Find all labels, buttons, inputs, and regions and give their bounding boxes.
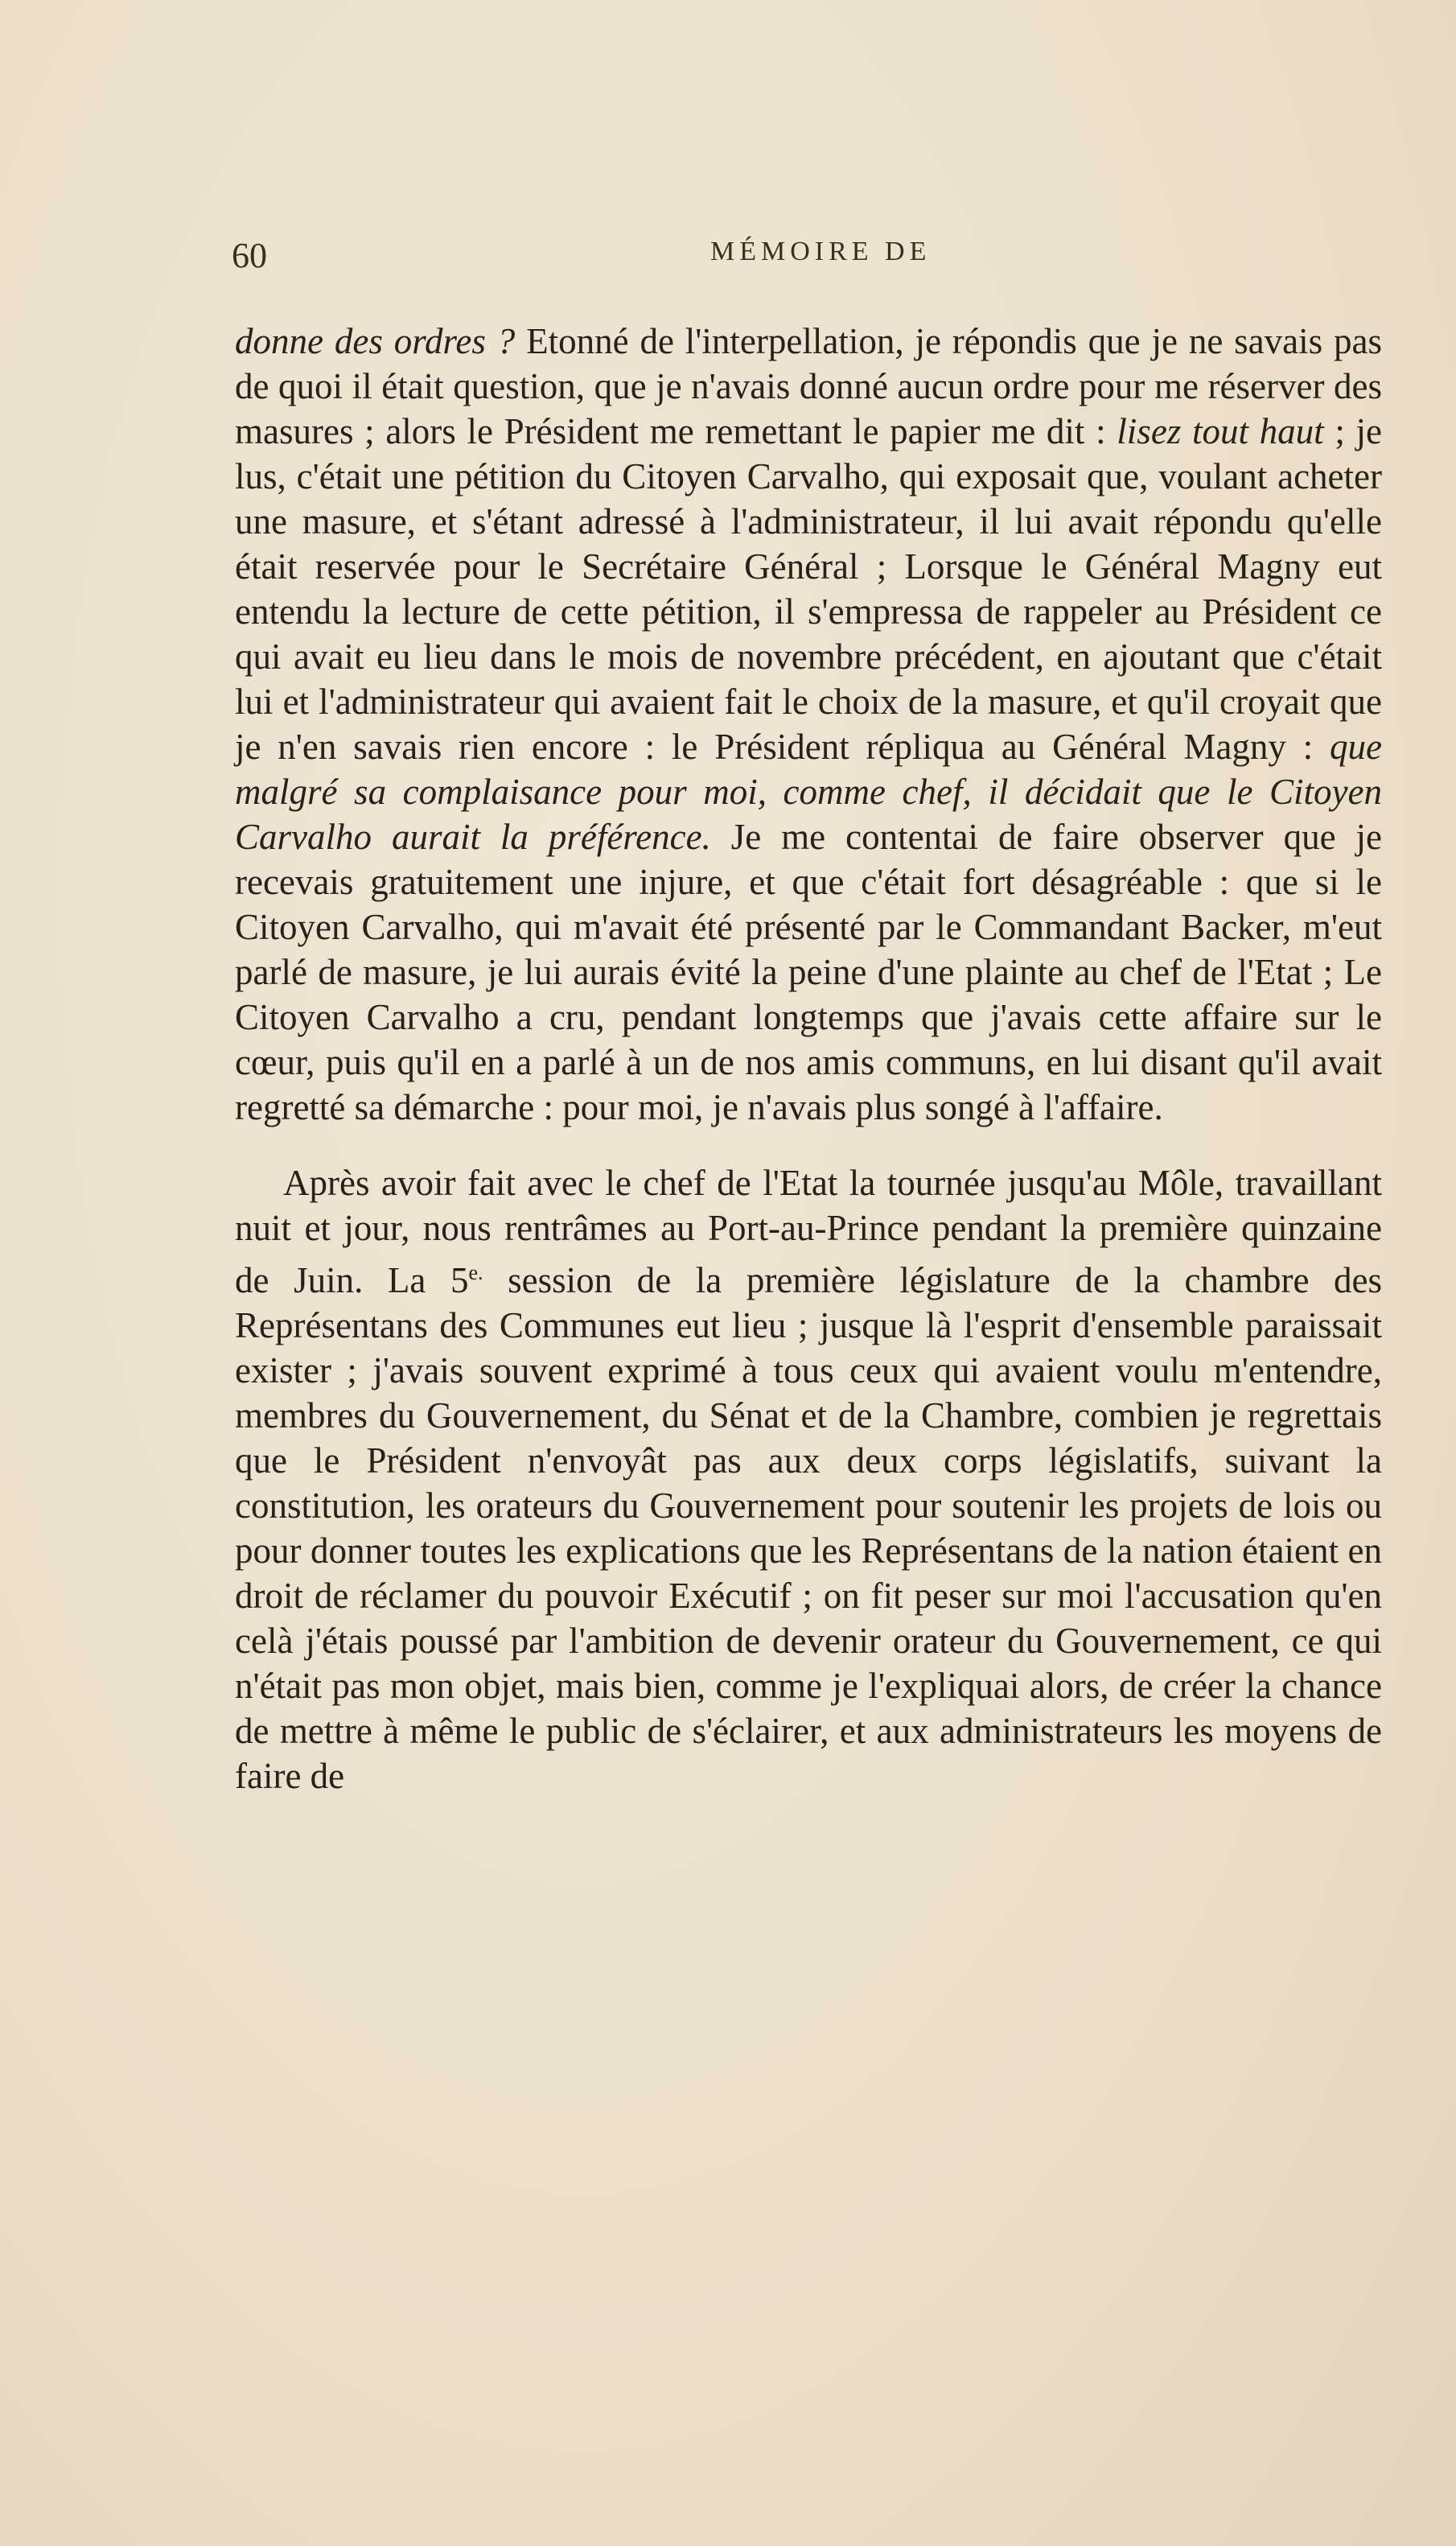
paragraph-1 bbox=[235, 319, 1382, 1130]
p2-text-b: session de la première législature de la chambre des Représentans des Communes eut lieu ; jusque là l'esprit d'ensemble paraissait exister ; j'avais souvent exprimé à tous ceux qui avaient voulu m'entendre, membres du Gouvernement, du Sénat et de la Chambre, combien je regrettais que le Président n'envoyât pas aux deux corps législatifs, suivant la constitution, les orateurs du Gouvernement pour soutenir les projets de lois ou pour donner toutes les explications que les Représentans de la nation étaient en droit de réclamer du pouvoir Exécutif ; on fit peser sur moi l'accusation qu'en celà j'étais poussé par l'ambition de devenir orateur du Gouvernement, ce qui n'était pas mon objet, mais bien, comme je l'expliquai alors, de créer la chance de mettre à même le public de s'éclairer, et aux administrateurs les moyens de faire de bbox=[235, 1260, 1382, 1796]
p1-text-d: ; je lus, c'était une pétition du Citoyen Carvalho, qui exposait que, voulant acheter une masure, et s'étant adressé à l'administrateur, il lui avait répondu qu'elle était reservée pour le Secrétaire Général ; Lorsque le Général Magny eut entendu la lecture de cette pétition, il s'empressa de rappeler au Président ce qui avait eu lieu dans le mois de novembre précédent, en ajoutant que c'était lui et l'administrateur qui avaient fait le choix de la masure, et qu'il croyait que je n'en savais rien encore : le Président répliqua au Général Magny : bbox=[235, 411, 1383, 767]
p1-italic-a: donne des ordres ? bbox=[235, 321, 516, 361]
page-header bbox=[232, 235, 1382, 283]
p2-text-a: Après avoir fait avec le chef de l'Etat la tournée jusqu'au Môle, travaillant nuit et jour, nous rentrâmes au Port-au-Prince pendant la première quinzaine de Juin. La 5 bbox=[235, 1163, 1382, 1300]
p2-superscript: e. bbox=[468, 1261, 483, 1284]
page-number: 60 bbox=[232, 236, 267, 275]
p1-text-f: Je me contentai de faire observer que je recevais gratuitement une injure, et que c'était fort désagréable : que si le Citoyen Carvalho, qui m'avait été présenté par le Commandant Backer, m'eut parlé de masure, je lui aurais évité la peine d'une plainte au chef de l'Etat ; Le Citoyen Carvalho a cru, pendant longtemps que j'avais cette affaire sur le cœur, puis qu'il en a parlé à un de nos amis communs, en lui disant qu'il avait regretté sa démarche : pour moi, je n'avais plus songé à l'affaire. bbox=[235, 817, 1382, 1127]
p1-text-b: Etonné de l'interpellation, je répondis que je ne savais pas de quoi il était question, que je n'avais donné aucun ordre pour me réserver des masures ; alors le Président me remettant le papier me dit : bbox=[235, 321, 1382, 451]
running-title: MÉMOIRE DE bbox=[710, 237, 932, 266]
paragraph-2 bbox=[235, 1160, 1382, 1798]
p1-italic-e: que malgré sa complaisance pour moi, comme chef, il décidait que le Citoyen Carvalho aurait la préférence. bbox=[235, 727, 1382, 857]
p1-italic-c: lisez tout haut bbox=[1117, 411, 1324, 451]
page-body bbox=[235, 319, 1382, 1798]
